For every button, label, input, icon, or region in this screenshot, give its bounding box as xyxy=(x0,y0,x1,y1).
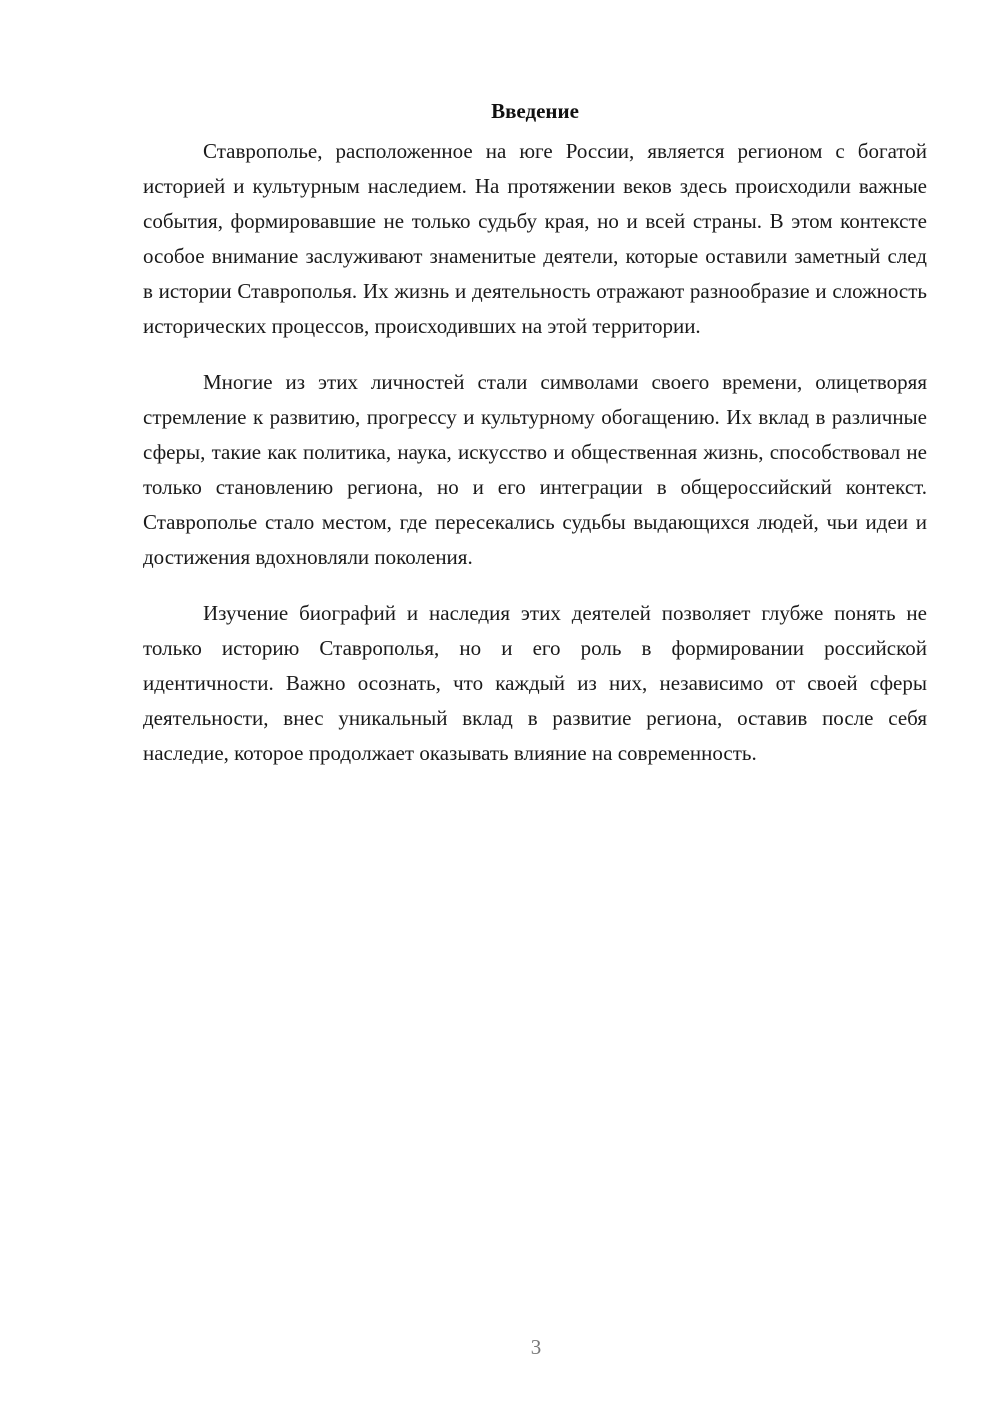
section-title: Введение xyxy=(491,99,579,123)
paragraph-1: Ставрополье, расположенное на юге России, является регионом с богатой историей и культурным наследием. На протяжении веков здесь происходили важные события, формировавшие не только судьбу края, но и всей страны. В этом контексте особое внимание заслуживают знаменитые деятели, которые оставили заметный след в истории Ставрополья. Их жизнь и деятельность отражают разнообразие и сложность исторических процессов, происходивших на этой территории. xyxy=(143,139,927,338)
paragraph-3: Изучение биографий и наследия этих деятелей позволяет глубже понять не только историю Ставрополья, но и его роль в формировании российской идентичности. Важно осознать, что каждый из них, независимо от своей сферы деятельности, внес уникальный вклад в развитие региона, оставив после себя наследие, которое продолжает оказывать влияние на современность. xyxy=(143,601,927,765)
paragraph-2: Многие из этих личностей стали символами своего времени, олицетворяя стремление к развитию, прогрессу и культурному обогащению. Их вклад в различные сферы, такие как политика, наука, искусство и общественная жизнь, способствовал не только становлению региона, но и его интеграции в общероссийский контекст. Ставрополье стало местом, где пересекались судьбы выдающихся людей, чьи идеи и достижения вдохновляли поколения. xyxy=(143,370,927,569)
page-content xyxy=(143,96,927,792)
page-number: 3 xyxy=(530,1335,542,1359)
